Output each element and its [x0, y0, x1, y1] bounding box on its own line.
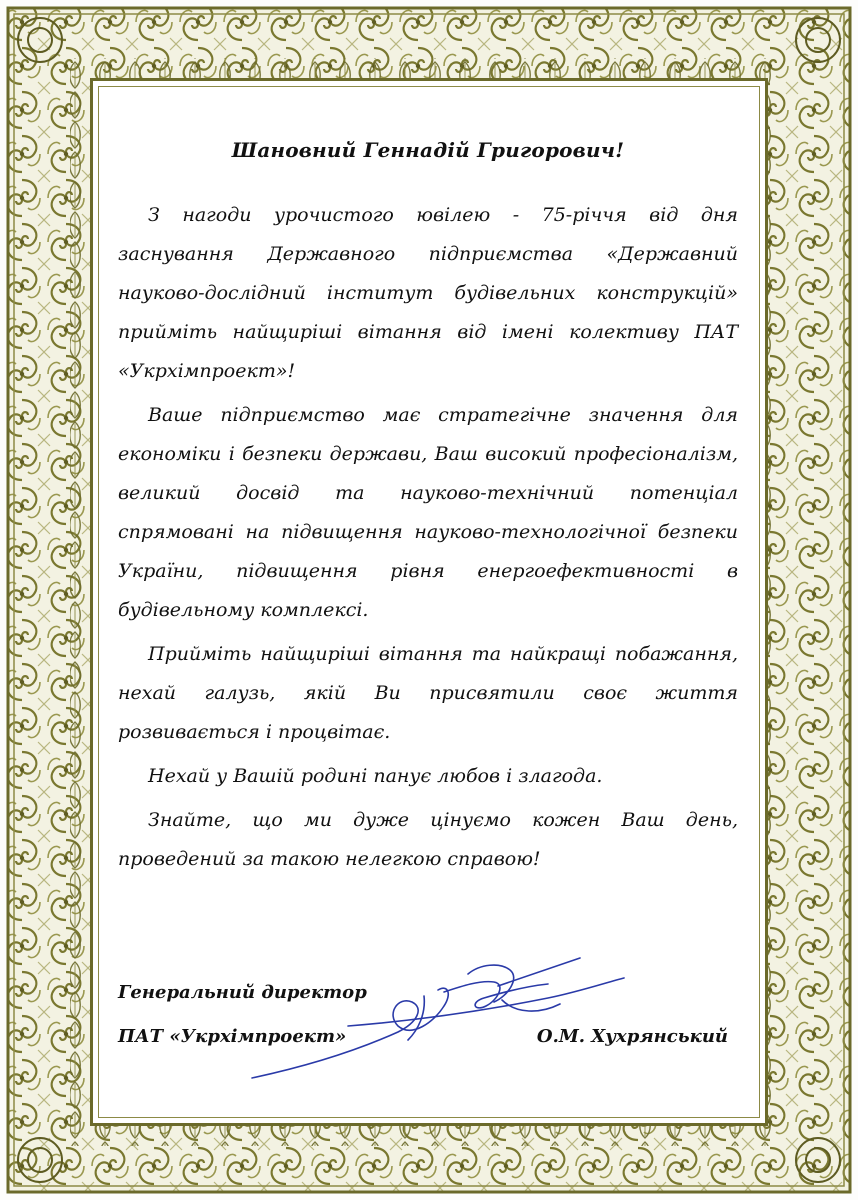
paragraph: Ваше підприємство має стратегічне значення для економіки і безпеки держави, Ваш високий професіоналізм, великий досвід та науково-технічний потенціал спрямовані на підвищення науково-технологічної безпеки України, підвищення рівня енергоефективності в будівельному комплексі.	[118, 404, 738, 621]
signatory-name: О.М. Хухрянський	[536, 1026, 728, 1047]
signatory-title: Генеральний директор	[118, 982, 367, 1003]
letter-text	[118, 120, 738, 884]
salutation: Шановний Геннадій Григорович!	[231, 138, 625, 162]
paragraph: Нехай у Вашій родині панує любов і злагода.	[148, 765, 603, 787]
signatory-company: ПАТ «Укрхімпроект»	[118, 1026, 347, 1047]
signature-block	[118, 978, 728, 1068]
paragraph: Прийміть найщиріші вітання та найкращі побажання, нехай галузь, якій Ви присвятили своє життя розвивається і процвітає.	[118, 643, 738, 743]
paragraph: Знайте, що ми дуже цінуємо кожен Ваш день, проведений за такою нелегкою справою!	[118, 809, 738, 870]
paragraph: З нагоди урочистого ювілею - 75-річчя від дня заснування Державного підприємства «Державний науково-дослідний інститут будівельних конструкцій» прийміть найщиріші вітання від імені колективу ПАТ «Укрхімпроект»!	[118, 204, 738, 382]
